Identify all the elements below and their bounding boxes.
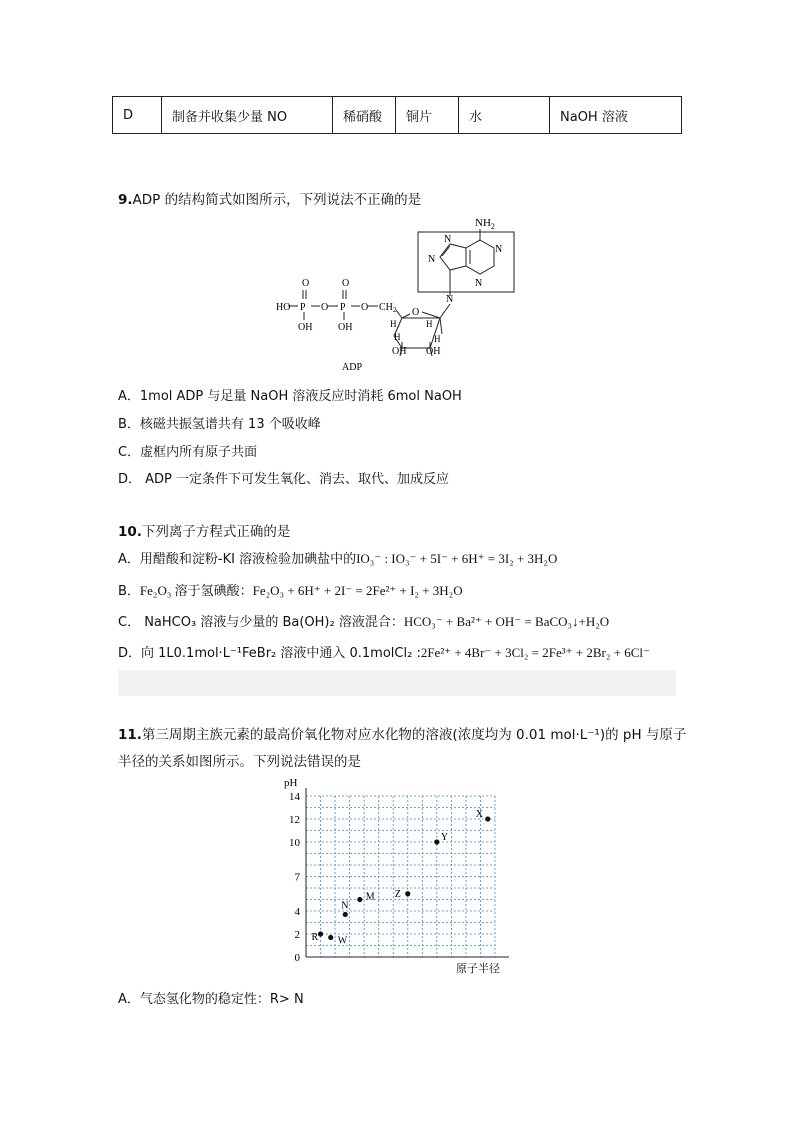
point-label: R (311, 932, 319, 943)
data-point (405, 891, 410, 896)
option-text: Fe₂O₃ 溶于氢碘酸： (139, 583, 253, 598)
tick-label: 7 (294, 871, 300, 884)
option-text: C． NaHCO₃ 溶液与少量的 Ba(OH)₂ 溶液混合： (118, 615, 404, 630)
question-text: 第三周期主族元素的最高价氧化物对应水化物的溶液(浓度均为 0.01 mol·L⁻¹)的 pH 与原子 (141, 727, 687, 743)
atom-label: N (475, 278, 483, 289)
y-axis-label: pH (284, 777, 298, 789)
chart-points (312, 809, 491, 946)
separator-bar (118, 670, 676, 696)
question-number: 10. (118, 524, 142, 540)
reagent-table (112, 96, 682, 134)
atom-label: O (361, 302, 369, 313)
atom-label: H (434, 334, 441, 344)
equation: Fe₂O₃ + 6H⁺ + 2I⁻ = 2Fe²⁺ + I₂ + 3H₂O (252, 583, 463, 598)
question-text: 下列离子方程式正确的是 (141, 524, 291, 540)
data-point (357, 897, 362, 902)
ch2-label: $CH_2$ (379, 302, 397, 314)
option-b: B．核磁共振氢谱共有 13 个吸收峰 (118, 417, 321, 432)
tick-label: 12 (289, 814, 300, 826)
option-a: A．气态氢化物的稳定性：R> N (118, 992, 304, 1007)
option-c (118, 611, 609, 630)
option-text: A．用醋酸和淀粉-KI 溶液检验加碘盐中的 (118, 552, 357, 567)
point-label: Y (440, 832, 449, 843)
atom-label: HO (276, 302, 291, 313)
data-point (485, 816, 490, 821)
atom-label: O (412, 307, 420, 318)
x-axis-label: 原子半径 (456, 963, 500, 975)
equation: HCO₃⁻ + Ba²⁺ + OH⁻ = BaCO₃↓+H₂O (403, 614, 610, 629)
point-label: M (365, 891, 375, 903)
atom-label: OH (298, 322, 313, 333)
atom-label: OH (338, 322, 353, 333)
atom-label: N (495, 244, 503, 255)
adp-structure-figure (270, 214, 530, 376)
table-row (113, 97, 682, 134)
option-b (118, 580, 463, 599)
atom-label: N (444, 234, 452, 245)
table-cell: 制备并收集少量 NO (162, 97, 333, 134)
atom-label: O (342, 278, 350, 289)
data-point (318, 931, 323, 936)
atom-label: O (302, 278, 310, 289)
equation: IO₃⁻ : IO₃⁻ + 5I⁻ + 6H⁺ = 3I₂ + 3H₂O (356, 551, 558, 566)
data-point (328, 935, 333, 940)
atom-label: OH (392, 346, 407, 357)
table-cell: D (113, 97, 162, 134)
question-9-stem (118, 188, 421, 208)
table-cell: NaOH 溶液 (550, 97, 682, 134)
option-a: A．1mol ADP 与足量 NaOH 溶液反应时消耗 6mol NaOH (118, 389, 462, 404)
option-d: D． ADP 一定条件下可发生氧化、消去、取代、加成反应 (118, 472, 450, 487)
atom-label: P (340, 302, 346, 313)
point-label: Z (394, 888, 401, 900)
tick-label: 4 (294, 906, 300, 918)
chart-ticks (289, 791, 301, 964)
question-text: ADP 的结构简式如图所示，下列说法不正确的是 (132, 192, 422, 208)
atom-label: P (300, 302, 306, 313)
atom-label: OH (426, 346, 441, 357)
equation: 2Fe²⁺ + 4Br⁻ + 3Cl₂ = 2Fe³⁺ + 2Br₂ + 6Cl⁻ (420, 645, 650, 660)
point-label: W (337, 935, 348, 947)
table-cell: 铜片 (396, 97, 459, 134)
chart-grid (306, 796, 495, 957)
question-number: 11. (118, 727, 142, 743)
atom-label: H (394, 332, 401, 342)
figure-caption: ADP (342, 362, 363, 373)
question-10-stem (118, 520, 290, 540)
question-11-stem-cont: 半径的关系如图所示。下列说法错误的是 (118, 754, 361, 770)
atom-label: H (390, 319, 397, 329)
table-cell: 稀硝酸 (333, 97, 396, 134)
ph-radius-chart (270, 772, 520, 977)
option-c: C．虚框内所有原子共面 (118, 445, 258, 460)
atom-label: N (428, 254, 436, 265)
data-point (343, 912, 348, 917)
option-text: D．向 1L0.1mol·L⁻¹FeBr₂ 溶液中通入 0.1molCl₂ : (118, 646, 421, 661)
table-cell: 水 (459, 97, 550, 134)
tick-label: 2 (294, 929, 300, 941)
tick-label: 0 (294, 952, 300, 964)
option-d (118, 642, 650, 661)
point-label: N (341, 900, 349, 912)
option-label: B． (118, 584, 140, 599)
atom-label: O (321, 302, 329, 313)
tick-label: 14 (289, 791, 300, 803)
atom-label: H (426, 319, 433, 329)
question-number: 9. (118, 192, 133, 208)
question-11-stem (118, 723, 686, 743)
point-label: X (475, 809, 483, 820)
data-point (434, 839, 439, 844)
tick-label: 10 (289, 837, 300, 849)
atom-label: N (446, 294, 454, 305)
option-a (118, 548, 557, 567)
nh2-label: $NH_2$ (475, 217, 495, 231)
